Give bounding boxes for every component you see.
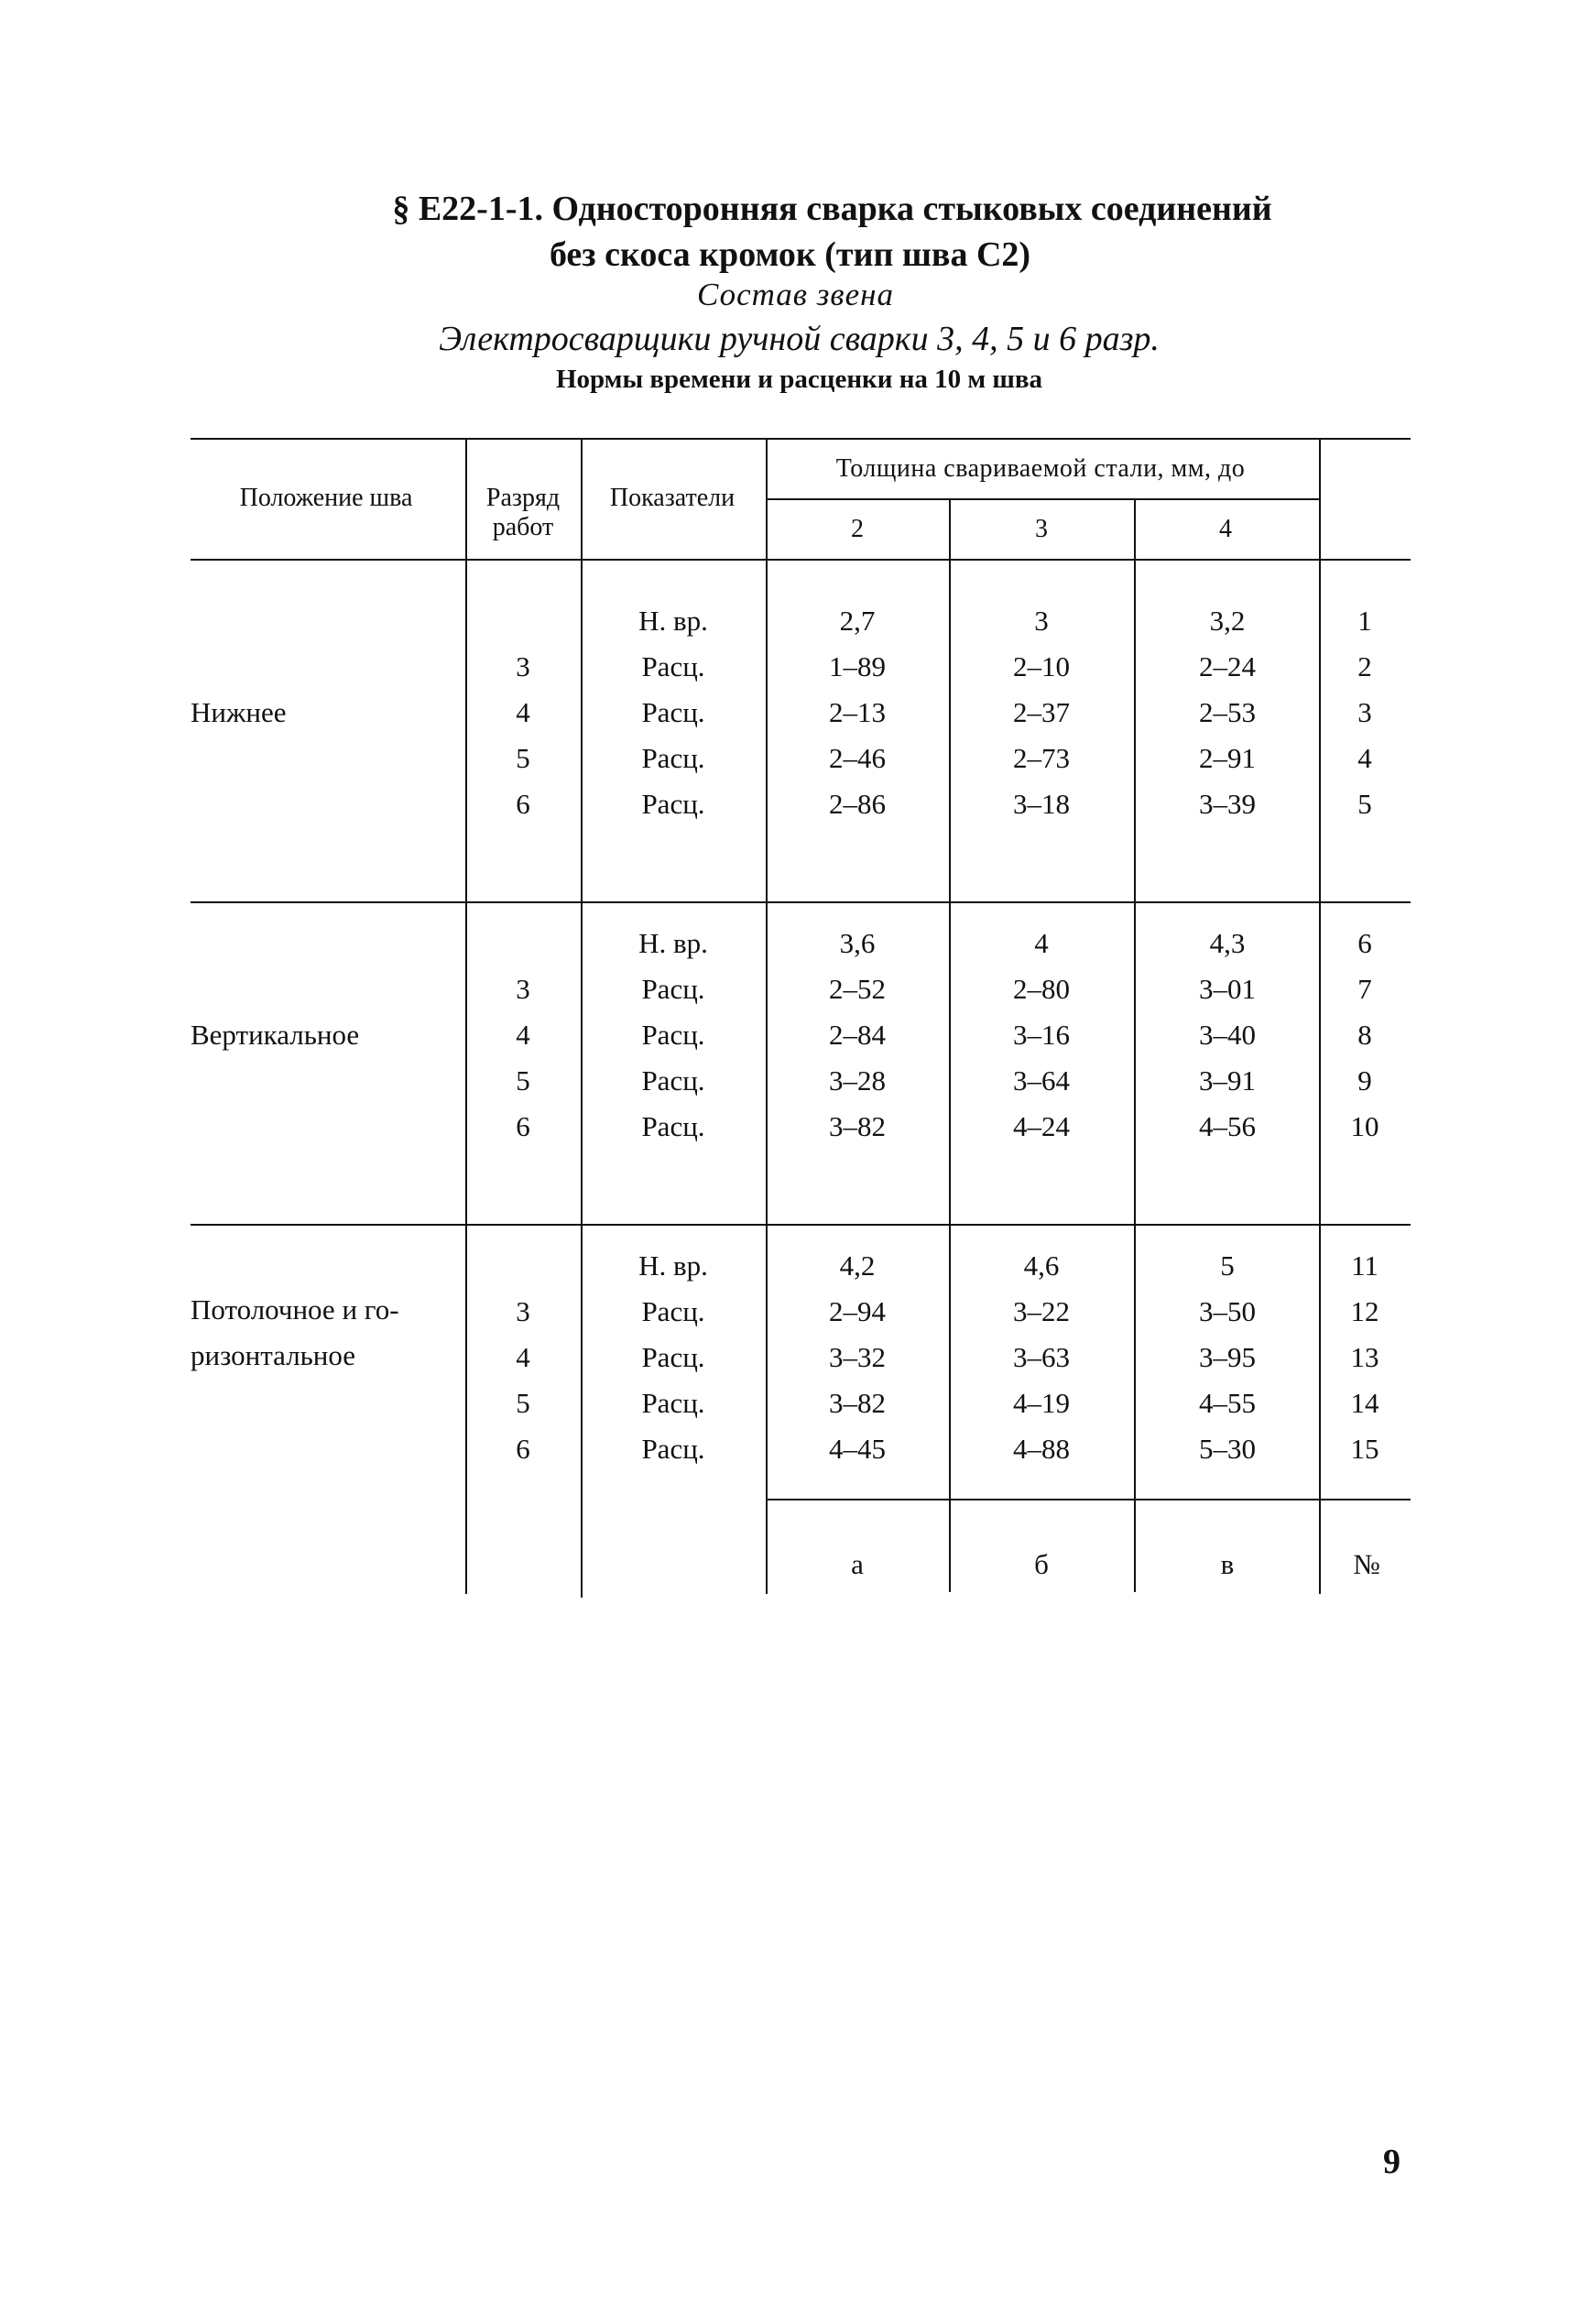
value-cell-b: 2–80 — [1013, 973, 1070, 1005]
footer-top-rule — [766, 1499, 1411, 1500]
row-number-cell: 1 — [1357, 605, 1372, 637]
footer-col-c: в — [1220, 1548, 1235, 1580]
value-cell-c: 3–95 — [1199, 1341, 1256, 1373]
section-title: § Е22-1-1. Односторонняя сварка стыковых соединений — [392, 190, 1272, 228]
grade-cell: 3 — [516, 973, 530, 1005]
value-cell-b: 2–37 — [1013, 696, 1070, 728]
value-cell-c: 5 — [1220, 1249, 1235, 1282]
grade-cell: 4 — [516, 1019, 530, 1051]
header-thickness: Толщина свариваемой стали, мм, до — [835, 454, 1246, 483]
value-cell-a: 3,6 — [839, 927, 876, 959]
value-cell-c: 4–56 — [1199, 1110, 1256, 1142]
grade-cell: 5 — [516, 1064, 530, 1097]
row-number-cell: 9 — [1357, 1064, 1372, 1097]
indicator-cell: Расц. — [641, 1433, 705, 1465]
indicator-cell: Расц. — [641, 1387, 705, 1419]
value-cell-b: 2–73 — [1013, 742, 1070, 774]
grade-cell: 5 — [516, 742, 530, 774]
value-cell-b: 3–18 — [1013, 788, 1070, 820]
row-number-cell: 12 — [1350, 1295, 1379, 1327]
indicator-cell: Расц. — [641, 742, 705, 774]
header-grade-text: Разряд работ — [485, 484, 561, 541]
grade-cell: 3 — [516, 650, 530, 682]
thickness-subheader-rule — [766, 498, 1319, 500]
grade-cell: 6 — [516, 788, 530, 820]
grade-cell: 6 — [516, 1110, 530, 1142]
header-thickness-4: 4 — [1219, 515, 1232, 543]
value-cell-c: 5–30 — [1199, 1433, 1256, 1465]
row-number-cell: 14 — [1350, 1387, 1379, 1419]
position-label: Нижнее — [191, 696, 287, 728]
value-cell-a: 4–45 — [829, 1433, 886, 1465]
value-cell-c: 4,3 — [1209, 927, 1246, 959]
header-thickness-2: 2 — [851, 515, 864, 543]
indicator-cell: Расц. — [641, 1064, 705, 1097]
value-cell-c: 3,2 — [1209, 605, 1246, 637]
row-number-cell: 5 — [1357, 788, 1372, 820]
value-cell-c: 2–91 — [1199, 742, 1256, 774]
row-number-cell: 15 — [1350, 1433, 1379, 1465]
row-number-cell: 11 — [1351, 1249, 1379, 1282]
indicator-cell: Расц. — [641, 1019, 705, 1051]
indicator-cell: Н. вр. — [638, 605, 708, 637]
row-number-cell: 2 — [1357, 650, 1372, 682]
indicator-cell: Расц. — [641, 1295, 705, 1327]
value-cell-c: 2–53 — [1199, 696, 1256, 728]
group-divider-rule — [191, 901, 1411, 903]
crew-composition-label: Состав звена — [696, 277, 894, 312]
value-cell-a: 2–86 — [829, 788, 886, 820]
indicator-cell: Расц. — [641, 1110, 705, 1142]
value-cell-a: 3–82 — [829, 1110, 886, 1142]
grade-cell: 4 — [516, 696, 530, 728]
grade-cell: 3 — [516, 1295, 530, 1327]
indicator-cell: Расц. — [641, 696, 705, 728]
value-cell-a: 2–46 — [829, 742, 886, 774]
value-cell-a: 3–32 — [829, 1341, 886, 1373]
value-cell-c: 3–40 — [1199, 1019, 1256, 1051]
table-top-rule — [191, 438, 1411, 440]
value-cell-a: 2–84 — [829, 1019, 886, 1051]
grade-cell: 4 — [516, 1341, 530, 1373]
position-label: Потолочное и го- — [191, 1293, 399, 1326]
header-indicators: Показатели — [609, 484, 736, 512]
row-number-cell: 7 — [1357, 973, 1372, 1005]
indicator-cell: Расц. — [641, 788, 705, 820]
value-cell-b: 4–24 — [1013, 1110, 1070, 1142]
value-cell-b: 3–63 — [1013, 1341, 1070, 1373]
footer-col-num: № — [1353, 1548, 1380, 1580]
norms-caption: Нормы времени и расценки на 10 м шва — [555, 365, 1043, 394]
grade-cell: 5 — [516, 1387, 530, 1419]
value-cell-b: 3–16 — [1013, 1019, 1070, 1051]
indicator-cell: Н. вр. — [638, 1249, 708, 1282]
value-cell-c: 4–55 — [1199, 1387, 1256, 1419]
header-position — [191, 484, 462, 513]
value-cell-b: 3–22 — [1013, 1295, 1070, 1327]
value-cell-a: 3–82 — [829, 1387, 886, 1419]
header-thickness-3: 3 — [1035, 515, 1048, 543]
value-cell-a: 3–28 — [829, 1064, 886, 1097]
value-cell-c: 2–24 — [1199, 650, 1256, 682]
value-cell-a: 1–89 — [829, 650, 886, 682]
value-cell-c: 3–50 — [1199, 1295, 1256, 1327]
header-bottom-rule — [191, 559, 1411, 561]
value-cell-b: 4–88 — [1013, 1433, 1070, 1465]
row-number-cell: 3 — [1357, 696, 1372, 728]
value-cell-b: 3–64 — [1013, 1064, 1070, 1097]
header-grade — [467, 484, 579, 542]
indicator-cell: Расц. — [641, 650, 705, 682]
indicator-cell: Н. вр. — [638, 927, 708, 959]
footer-col-b: б — [1034, 1548, 1049, 1580]
row-number-cell: 8 — [1357, 1019, 1372, 1051]
indicator-cell: Расц. — [641, 1341, 705, 1373]
row-number-cell: 13 — [1350, 1341, 1379, 1373]
value-cell-b: 4 — [1034, 927, 1049, 959]
value-cell-b: 2–10 — [1013, 650, 1070, 682]
value-cell-b: 3 — [1034, 605, 1049, 637]
value-cell-c: 3–39 — [1199, 788, 1256, 820]
crew-composition: Электросварщики ручной сварки 3, 4, 5 и 6 разр. — [439, 320, 1160, 358]
value-cell-a: 2–52 — [829, 973, 886, 1005]
value-cell-a: 4,2 — [839, 1249, 876, 1282]
footer-col-a: а — [851, 1548, 864, 1580]
section-title-continued: без скоса кромок (тип шва С2) — [549, 235, 1031, 274]
value-cell-c: 3–01 — [1199, 973, 1256, 1005]
grade-cell: 6 — [516, 1433, 530, 1465]
value-cell-b: 4,6 — [1023, 1249, 1060, 1282]
indicator-cell: Расц. — [641, 973, 705, 1005]
value-cell-c: 3–91 — [1199, 1064, 1256, 1097]
row-number-cell: 6 — [1357, 927, 1372, 959]
column-rule-grade — [465, 438, 467, 1594]
position-label: ризонтальное — [191, 1339, 356, 1371]
group-divider-rule — [191, 1224, 1411, 1226]
header-position-text: Положение шва — [239, 484, 413, 512]
page-number: 9 — [1383, 2143, 1400, 2181]
value-cell-b: 4–19 — [1013, 1387, 1070, 1419]
row-number-cell: 10 — [1350, 1110, 1379, 1142]
position-label: Вертикальное — [191, 1019, 360, 1051]
value-cell-a: 2–94 — [829, 1295, 886, 1327]
row-number-cell: 4 — [1357, 742, 1372, 774]
value-cell-a: 2–13 — [829, 696, 886, 728]
value-cell-a: 2,7 — [839, 605, 876, 637]
